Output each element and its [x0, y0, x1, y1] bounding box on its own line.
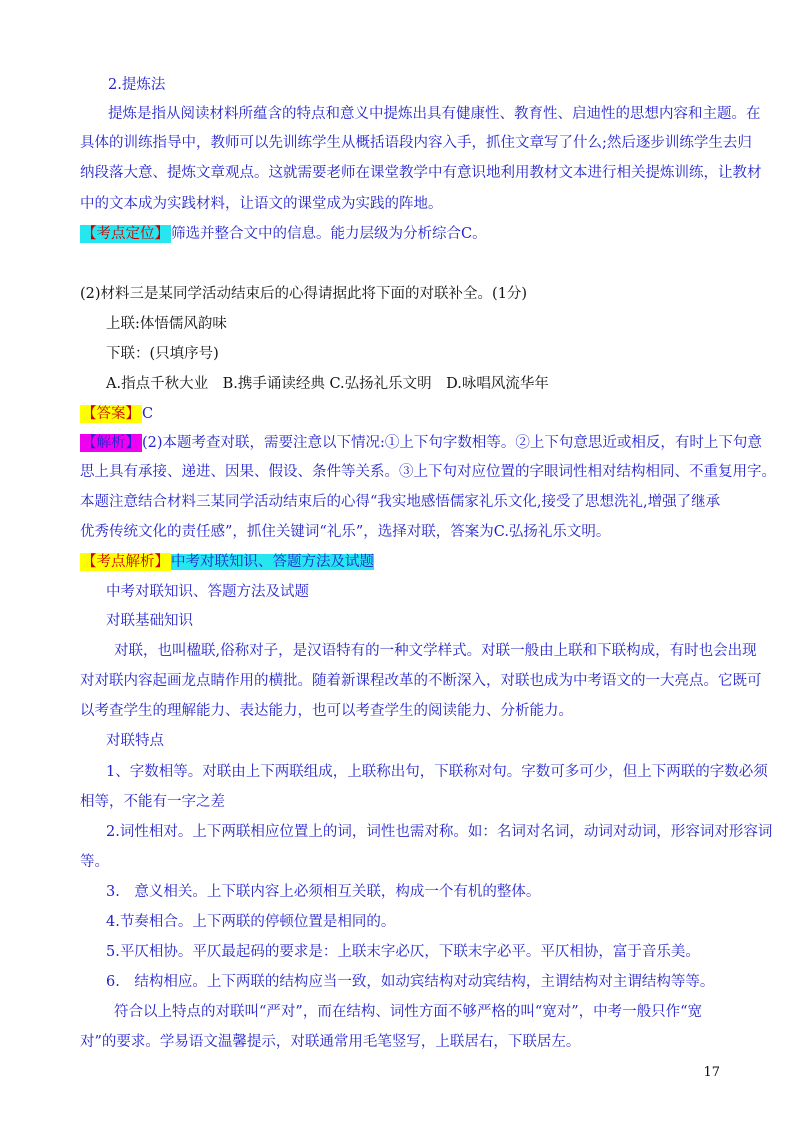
feature-line: 2.词性相对。上下两联相应位置上的词，词性也需对称。如：名词对名词，动词对动词，形容词对形容词 — [106, 824, 773, 840]
kaodian-jiexi-tag: 【考点解析】 — [82, 554, 169, 570]
section-heading: 2.提炼法 — [108, 77, 166, 93]
feature-line: 6. 结构相应。上下两联的结构应当一致，如动宾结构对动宾结构，主谓结构对主谓结构等等。 — [106, 974, 715, 990]
kaodian-line — [80, 222, 487, 246]
answer-value: C — [142, 406, 154, 422]
closing-line: 符合以上特点的对联叫“严对”，而在结构、词性方面不够严格的叫“宽对”，中考一般只作“宽 — [114, 1004, 703, 1020]
features-heading: 对联特点 — [106, 733, 164, 749]
feature-line: 4.节奏相合。上下两联的停顿位置是相同的。 — [106, 914, 396, 930]
question-options: A.指点千秋大业 B.携手诵读经典 C.弘扬礼乐文明 D.咏唱风流华年 — [106, 376, 549, 392]
intro-line: 对对联内容起画龙点睛作用的横批。随着新课程改革的不断深入，对联也成为中考语文的一大亮点。它既可 — [80, 673, 762, 689]
feature-line: 5.平仄相协。平仄最起码的要求是：上联末字必仄，下联末字必平。平仄相协，富于音乐美。 — [106, 944, 700, 960]
kaodian-jiexi-title: 中考对联知识、答题方法及试题 — [171, 554, 374, 570]
basics-heading: 对联基础知识 — [106, 613, 193, 629]
subtitle: 中考对联知识、答题方法及试题 — [106, 584, 309, 600]
paragraph-line: 中的文本成为实践材料，让语文的课堂成为实践的阵地。 — [80, 196, 443, 212]
page-number: 17 — [703, 1065, 720, 1080]
shanglian: 上联:体悟儒风韵味 — [106, 316, 227, 332]
analysis-line: 优秀传统文化的责任感”，抓住关键词“礼乐”，选择对联，答案为C.弘扬礼乐文明。 — [80, 524, 611, 540]
kaodian-jiexi-line — [80, 550, 374, 574]
feature-line: 等。 — [80, 854, 109, 870]
answer-line — [80, 402, 153, 426]
analysis-line: 本题注意结合材料三某同学活动结束后的心得“我实地感悟儒家礼乐文化,接受了思想洗礼,增强了继承 — [80, 494, 721, 510]
analysis-line — [80, 431, 762, 455]
feature-line: 相等，不能有一字之差 — [80, 794, 225, 810]
intro-line: 以考查学生的理解能力、表达能力，也可以考查学生的阅读能力、分析能力。 — [80, 703, 573, 719]
analysis-tag: 【解析】 — [82, 435, 140, 451]
paragraph-line: 具体的训练指导中，教师可以先训练学生从概括语段内容入手，抓住文章写了什么;然后逐步训练学生去归 — [80, 135, 752, 151]
kaodian-text: 筛选并整合文中的信息。能力层级为分析综合C。 — [171, 226, 487, 242]
feature-line: 3. 意义相关。上下联内容上必须相互关联，构成一个有机的整体。 — [106, 884, 541, 900]
intro-line: 对联，也叫楹联,俗称对子，是汉语特有的一种文学样式。对联一般由上联和下联构成，有时也会出现 — [114, 643, 757, 659]
analysis-text: (2)本题考查对联，需要注意以下情况:①上下句字数相等。②上下句意思近或相反，有时上下句意 — [142, 435, 762, 451]
xialian: 下联：(只填序号) — [106, 346, 219, 362]
question-stem: (2)材料三是某同学活动结束后的心得请据此将下面的对联补全。(1分) — [80, 286, 528, 302]
answer-tag: 【答案】 — [82, 406, 140, 422]
closing-line: 对”的要求。学易语文温馨提示，对联通常用毛笔竖写，上联居右，下联居左。 — [80, 1034, 581, 1050]
kaodian-tag: 【考点定位】 — [82, 226, 169, 242]
analysis-line: 思上具有承接、递进、因果、假设、条件等关系。③上下句对应位置的字眼词性相对结构相同、不重复用字。 — [80, 464, 776, 480]
paragraph-line: 纳段落大意、提炼文章观点。这就需要老师在课堂教学中有意识地利用教材文本进行相关提炼训练，让教材 — [80, 165, 762, 181]
feature-line: 1、字数相等。对联由上下两联组成，上联称出句，下联称对句。字数可多可少，但上下两联的字数必须 — [106, 764, 768, 780]
paragraph-line: 提炼是指从阅读材料所蕴含的特点和意义中提炼出具有健康性、教育性、启迪性的思想内容和主题。在 — [108, 106, 761, 122]
